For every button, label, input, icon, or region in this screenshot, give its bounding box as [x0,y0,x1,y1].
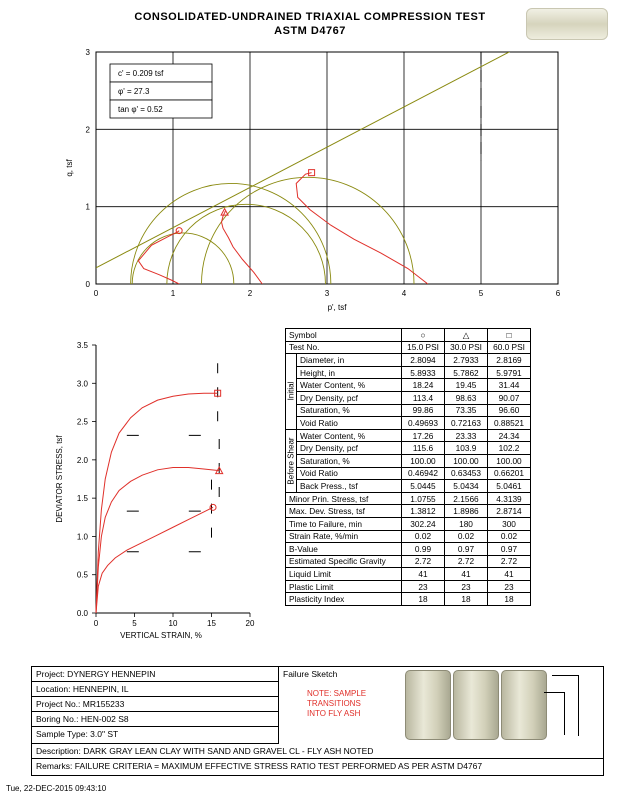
row-value: 0.02 [488,530,531,543]
symbol-square-icon: □ [488,329,531,342]
row-value: 100.00 [402,454,445,467]
row-group-text: Before Shear [286,437,296,485]
row-value: 4.3139 [488,492,531,505]
row-label: Strain Rate, %/min [286,530,402,543]
ss-y-tick-label: 2.0 [76,455,88,465]
row-value: 1.8986 [445,505,488,518]
project-number: Project No.: MR155233 [32,697,278,712]
row-value: 2.72 [445,555,488,568]
table-row [286,366,531,379]
row-value: 0.97 [488,543,531,556]
row-value: 102.2 [488,442,531,455]
row-label: Water Content, % [297,379,402,392]
row-label: Void Ratio [297,467,402,480]
row-value: 0.46942 [402,467,445,480]
table-row [286,467,531,480]
symbol-circle-icon: ○ [402,329,445,342]
row-value: 23 [488,580,531,593]
row-value: 5.8933 [402,366,445,379]
row-value: 5.9791 [488,366,531,379]
table-row [286,530,531,543]
row-value: 23.33 [445,429,488,442]
table-row [286,517,531,530]
row-value: 18 [488,593,531,606]
row-value: 31.44 [488,379,531,392]
row-label: Test No. [286,341,402,354]
boring-number: Boring No.: HEN-002 S8 [32,712,278,727]
pq-x-tick-label: 6 [555,289,561,298]
pq-y-tick-label: 3 [85,48,90,57]
row-label: Estimated Specific Gravity [286,555,402,568]
ss-x-tick-label: 0 [93,619,99,628]
ss-y-tick-label: 0.5 [76,570,88,580]
row-value: 18 [445,593,488,606]
failure-sketch-label: Failure Sketch [283,669,338,679]
title-line-2: ASTM D4767 [274,25,346,37]
table-row [286,568,531,581]
row-value: 0.66201 [488,467,531,480]
row-label: Minor Prin. Stress, tsf [286,492,402,505]
note-line-2: TRANSITIONS [307,699,361,708]
row-value: 17.26 [402,429,445,442]
row-group-label [286,429,297,492]
table-row [286,454,531,467]
row-label: Saturation, % [297,404,402,417]
failure-envelope-extension [520,26,559,46]
row-value: 113.4 [402,391,445,404]
row-label: Max. Dev. Stress, tsf [286,505,402,518]
row-value: 19.45 [445,379,488,392]
row-value: 18 [402,593,445,606]
table-row [286,379,531,392]
row-value: 300 [488,517,531,530]
row-label: Dry Density, pcf [297,391,402,404]
row-value: 96.60 [488,404,531,417]
row-value: 5.0445 [402,480,445,493]
note-line-3: INTO FLY ASH [307,709,361,718]
row-value: 0.02 [402,530,445,543]
row-value: 1.3812 [402,505,445,518]
pq-y-tick-label: 1 [85,202,90,212]
properties-table [285,328,531,606]
stress-path-line [296,173,428,284]
row-value: 23 [402,580,445,593]
stress-strain-chart [0,330,290,660]
timestamp: Tue, 22-DEC-2015 09:43:10 [6,784,107,793]
table-row [286,505,531,518]
table-header-row [286,329,531,342]
ss-y-tick-label: 1.5 [76,494,88,504]
row-label: Plastic Limit [286,580,402,593]
pq-x-tick-label: 4 [401,289,407,298]
sample-type: Sample Type: 3.0" ST [32,727,278,744]
pq-legend-entry: tan φ' = 0.52 [118,105,163,114]
table-row [286,429,531,442]
table-row [286,593,531,606]
row-value: 103.9 [445,442,488,455]
pq-legend-entry: c' = 0.209 tsf [118,69,164,78]
row-label: Saturation, % [297,454,402,467]
project-name: Project: DYNERGY HENNEPIN [32,667,278,682]
row-group-text: Initial [286,382,296,401]
row-value: 60.0 PSI [488,341,531,354]
fly-ash-note [307,689,366,719]
stress-path-line [222,211,263,284]
pq-y-axis-label: q, tsf [65,159,74,177]
row-label: Liquid Limit [286,568,402,581]
stress-strain-marker [210,504,216,510]
stress-strain-curve [96,468,219,613]
row-value: 41 [445,568,488,581]
row-group-label [286,354,297,430]
mohr-circle [167,204,326,284]
row-value: 2.7933 [445,354,488,367]
row-label: Height, in [297,366,402,379]
pq-legend-entry: φ' = 27.3 [118,87,150,96]
project-location: Location: HENNEPIN, IL [32,682,278,697]
row-label: Void Ratio [297,417,402,430]
table-row [286,404,531,417]
row-value: 302.24 [402,517,445,530]
pq-y-tick-label: 0 [85,280,90,289]
row-value: 0.97 [445,543,488,556]
row-value: 24.34 [488,429,531,442]
row-label: Dry Density, pcf [297,442,402,455]
ss-y-tick-label: 3.5 [76,341,88,350]
table-row [286,555,531,568]
ss-x-tick-label: 10 [168,619,178,628]
mohr-circle [201,177,414,284]
symbol-header: Symbol [286,329,402,342]
table-row [286,492,531,505]
failure-sketch-line [544,692,565,735]
row-value: 5.0434 [445,480,488,493]
ss-x-tick-label: 20 [245,619,255,628]
ss-y-tick-label: 0.0 [76,609,88,618]
table-row [286,354,531,367]
table-row [286,480,531,493]
ss-y-axis-label: DEVIATOR STRESS, tsf [55,435,64,523]
row-label: Time to Failure, min [286,517,402,530]
remarks: Remarks: FAILURE CRITERIA = MAXIMUM EFFECTIVE STRESS RATIO TEST PERFORMED AS PER ASTM D4767 [36,761,483,771]
specimen-photo-3 [501,670,547,740]
failure-sketch-panel [278,667,604,744]
note-line-1: NOTE: SAMPLE [307,689,367,698]
ss-x-tick-label: 5 [132,619,137,628]
symbol-triangle-icon: △ [445,329,488,342]
row-label: B-Value [286,543,402,556]
row-value: 5.0461 [488,480,531,493]
row-value: 98.63 [445,391,488,404]
row-value: 2.8094 [402,354,445,367]
row-value: 0.49693 [402,417,445,430]
description: Description: DARK GRAY LEAN CLAY WITH SAND AND GRAVEL CL - FLY ASH NOTED [32,744,603,759]
pq-x-tick-label: 5 [478,289,484,298]
row-label: Diameter, in [297,354,402,367]
pq-x-tick-label: 0 [93,289,99,298]
pq-x-tick-label: 2 [247,289,253,298]
row-value: 0.63453 [445,467,488,480]
stress-strain-curve [96,393,218,613]
row-value: 2.1566 [445,492,488,505]
table-row [286,341,531,354]
row-value: 30.0 PSI [445,341,488,354]
stress-strain-curve [96,507,213,613]
ss-y-tick-label: 2.5 [76,417,88,427]
pq-chart [0,0,618,330]
specimen-photo-2 [453,670,499,740]
row-value: 15.0 PSI [402,341,445,354]
row-value: 0.02 [445,530,488,543]
row-value: 2.8169 [488,354,531,367]
row-value: 180 [445,517,488,530]
pq-x-tick-label: 1 [170,289,176,298]
row-value: 2.72 [402,555,445,568]
row-value: 41 [488,568,531,581]
title-line-1: CONSOLIDATED-UNDRAINED TRIAXIAL COMPRESSION TEST [134,11,486,23]
specimen-photo-1 [405,670,451,740]
table-row [286,442,531,455]
pq-x-tick-label: 3 [324,289,330,298]
row-value: 23 [445,580,488,593]
pq-x-axis-label: p', tsf [327,303,347,312]
ss-y-tick-label: 3.0 [76,379,88,389]
pq-y-tick-label: 2 [85,125,90,135]
row-value: 0.88521 [488,417,531,430]
table-row [286,391,531,404]
table-row [286,580,531,593]
row-value: 90.07 [488,391,531,404]
row-value: 2.72 [488,555,531,568]
table-row [286,543,531,556]
row-value: 100.00 [445,454,488,467]
row-value: 115.6 [402,442,445,455]
row-label: Water Content, % [297,429,402,442]
row-value: 100.00 [488,454,531,467]
row-value: 99.86 [402,404,445,417]
row-value: 41 [402,568,445,581]
table-row [286,417,531,430]
row-label: Plasticity Index [286,593,402,606]
row-value: 0.99 [402,543,445,556]
project-info [31,666,604,776]
ss-y-tick-label: 1.0 [76,532,88,542]
row-value: 2.8714 [488,505,531,518]
row-value: 5.7862 [445,366,488,379]
row-label: Back Press., tsf [297,480,402,493]
row-value: 1.0755 [402,492,445,505]
ss-x-axis-label: VERTICAL STRAIN, % [120,631,202,640]
row-value: 73.35 [445,404,488,417]
row-value: 0.72163 [445,417,488,430]
row-value: 18.24 [402,379,445,392]
ss-x-tick-label: 15 [207,619,216,628]
